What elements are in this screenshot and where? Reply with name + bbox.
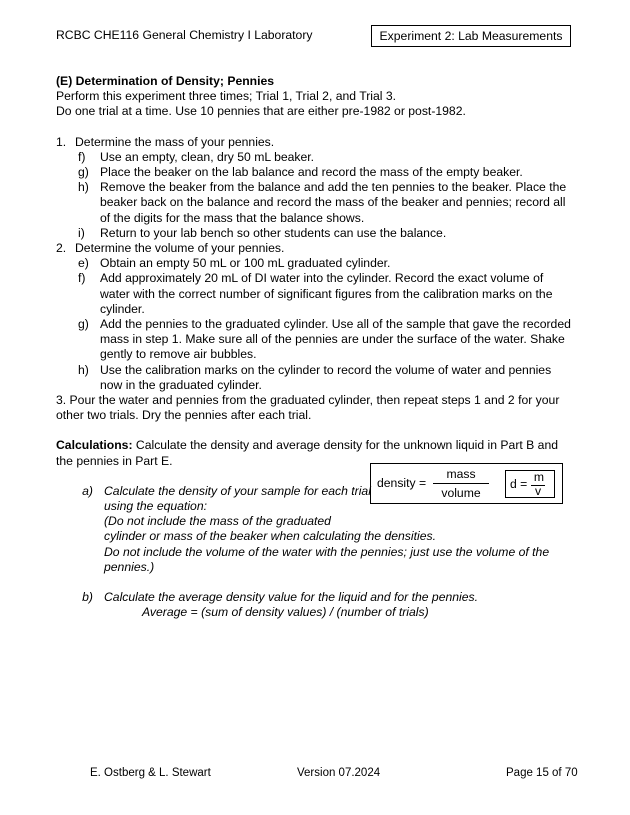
list-item: e) Obtain an empty 50 mL or 100 mL graduated cylinder. [78,256,391,271]
page-content [56,74,576,621]
step-1 [56,135,576,150]
short-formula-numerator: m [533,470,545,484]
intro-line-2: Do one trial at a time. Use 10 pennies that are either pre-1982 or post-1982. [56,104,466,119]
calc-item-b: b) Calculate the average density value for the liquid and for the pennies. Average = (sum of density values) / (number of trials) [82,590,478,620]
density-formula-box [370,463,563,504]
list-item: g) Place the beaker on the lab balance and record the mass of the empty beaker. [78,165,523,180]
list-item: g) Add the pennies to the graduated cylinder. Use all of the sample that gave the recorded mass in step 1. Make sure all of the pennies are under the surface of the water. Shake gently to remove air bubbles. [78,317,571,362]
intro-line-1: Perform this experiment three times; Trial 1, Trial 2, and Trial 3. [56,89,397,104]
course-title: RCBC CHE116 General Chemistry I Laboratory [56,28,313,42]
fraction-bar [433,483,489,484]
short-formula-lhs: d = [510,477,528,491]
formula-denominator: volume [441,486,481,500]
step-number: 1. [56,134,67,149]
step-text: Determine the mass of your pennies. [75,134,275,149]
step-number: 2. [56,241,67,256]
footer-authors: E. Ostberg & L. Stewart [90,767,211,779]
list-item: f) Add approximately 20 mL of DI water into the cylinder. Record the exact volume of water with the correct number of significant figures from the calibration marks on the cylinder. [78,271,553,316]
calc-item-a: a) Calculate the density of your sample for each trial using the equation: (Do not include the mass of the graduated cylinder or mass of the beaker when calculating the densities. Do not include the volume of the water with the pennies; just use the volume of the pennies.) [82,483,550,574]
list-item: i) Return to your lab bench so other students can use the balance. [78,225,447,240]
step-2 [56,241,576,256]
footer-page-number: Page 15 of 70 [506,767,578,779]
experiment-title-box: Experiment 2: Lab Measurements [371,25,571,47]
calculations-label: Calculations: [56,438,133,453]
short-formula-denominator: v [534,484,542,498]
calculations-text: Calculate the density and average density for the unknown liquid in Part B and the pennies in Part E. [56,438,559,468]
formula-numerator: mass [446,467,476,481]
formula-lhs: density = [377,476,427,490]
step-3: 3. Pour the water and pennies from the graduated cylinder, then repeat steps 1 and 2 for your other two trials. Dry the pennies after each trial. [56,393,560,423]
list-item: h) Use the calibration marks on the cylinder to record the volume of water and pennies now in the graduated cylinder. [78,362,552,392]
list-item: h) Remove the beaker from the balance and add the ten pennies to the beaker. Place the beaker back on the balance and record the mass of the beaker and pennies; record all of the digits for the mass that the balance shows. [78,180,567,225]
step-text: Determine the volume of your pennies. [75,241,285,256]
footer-version: Version 07.2024 [297,767,381,779]
section-title: (E) Determination of Density; Pennies [56,74,275,88]
list-item: f) Use an empty, clean, dry 50 mL beaker. [78,149,315,164]
short-formula-box [505,470,555,498]
